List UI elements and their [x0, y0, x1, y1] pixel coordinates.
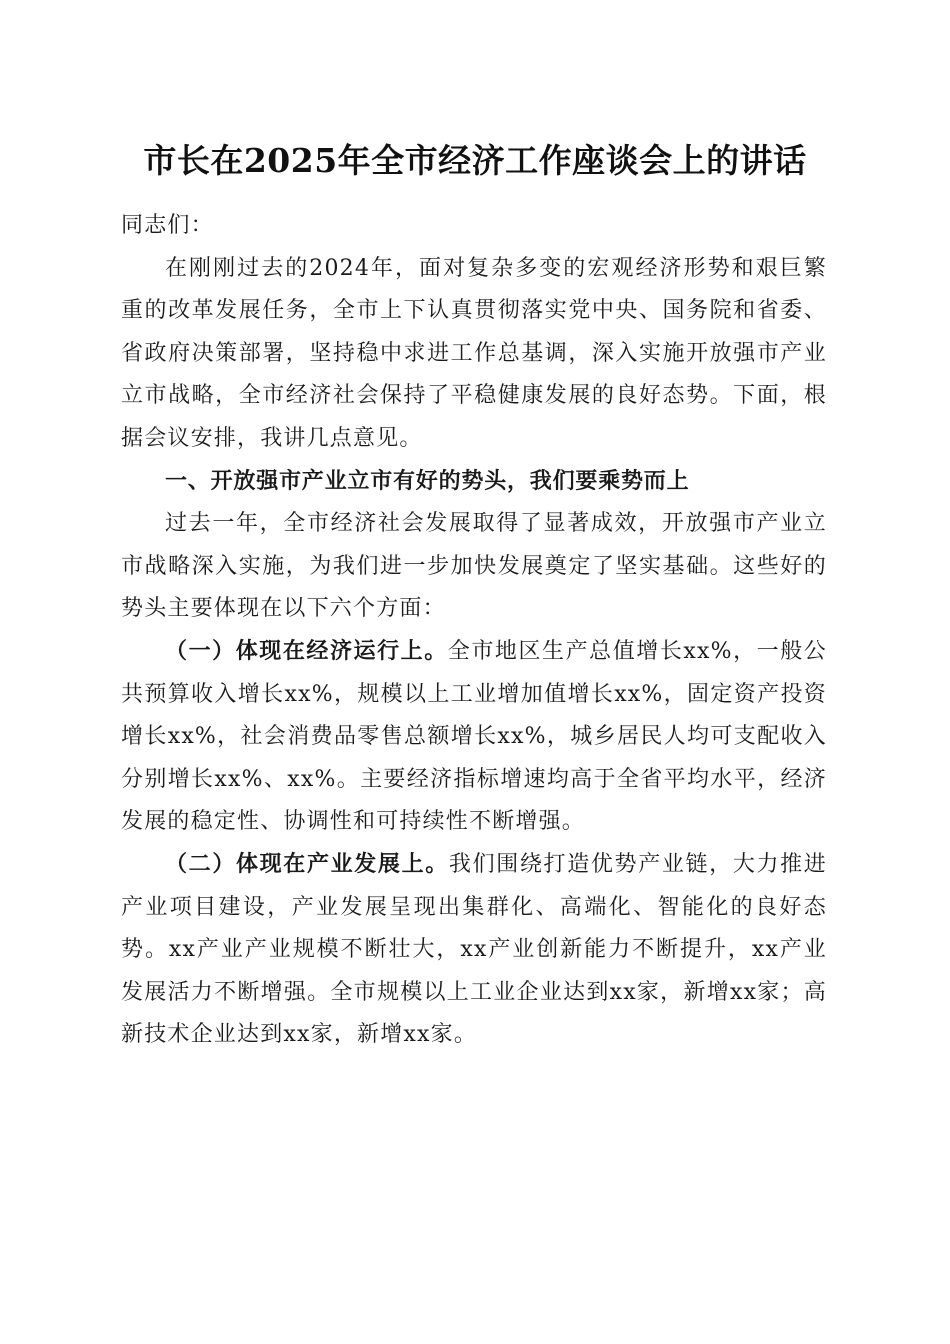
intro-paragraph: 在刚刚过去的2024年，面对复杂多变的宏观经济形势和艰巨繁重的改革发展任务，全市上下认真贯彻落实党中央、国务院和省委、省政府决策部署，坚持稳中求进工作总基调，深入实施开放强市产业立市战略，全市经济社会保持了平稳健康发展的良好态势。下面，根据会议安排，我讲几点意见。: [121, 255, 827, 451]
point-paragraph-industry: [121, 844, 827, 1057]
document-body: [121, 205, 827, 1057]
section-heading: 一、开放强市产业立市有好的势头，我们要乘势而上: [165, 468, 690, 494]
point-lead: （二）体现在产业发展上。: [165, 851, 449, 877]
point-lead: （一）体现在经济运行上。: [165, 638, 448, 664]
point-text: 全市地区生产总值增长xx%，一般公共预算收入增长xx%，规模以上工业增加值增长xx%，固定资产投资增长xx%，社会消费品零售总额增长xx%，城乡居民人均可支配收入分别增长xx%、xx%。主要经济指标增速均高于全省平均水平，经济发展的稳定性、协调性和可持续性不断增强。: [121, 638, 827, 835]
section-intro-paragraph: 过去一年，全市经济社会发展取得了显著成效，开放强市产业立市战略深入实施，为我们进一步加快发展奠定了坚实基础。这些好的势头主要体现在以下六个方面：: [121, 511, 827, 622]
point-paragraph-economy: [121, 631, 827, 844]
document-title: 市长在2025年全市经济工作座谈会上的讲话: [143, 141, 807, 180]
salutation: 同志们：: [121, 213, 214, 238]
point-text: 我们围绕打造优势产业链，大力推进产业项目建设，产业发展呈现出集群化、高端化、智能化的良好态势。xx产业产业规模不断壮大，xx产业创新能力不断提升，xx产业发展活力不断增强。全市规模以上工业企业达到xx家，新增xx家；高新技术企业达到xx家，新增xx家。: [121, 851, 828, 1048]
